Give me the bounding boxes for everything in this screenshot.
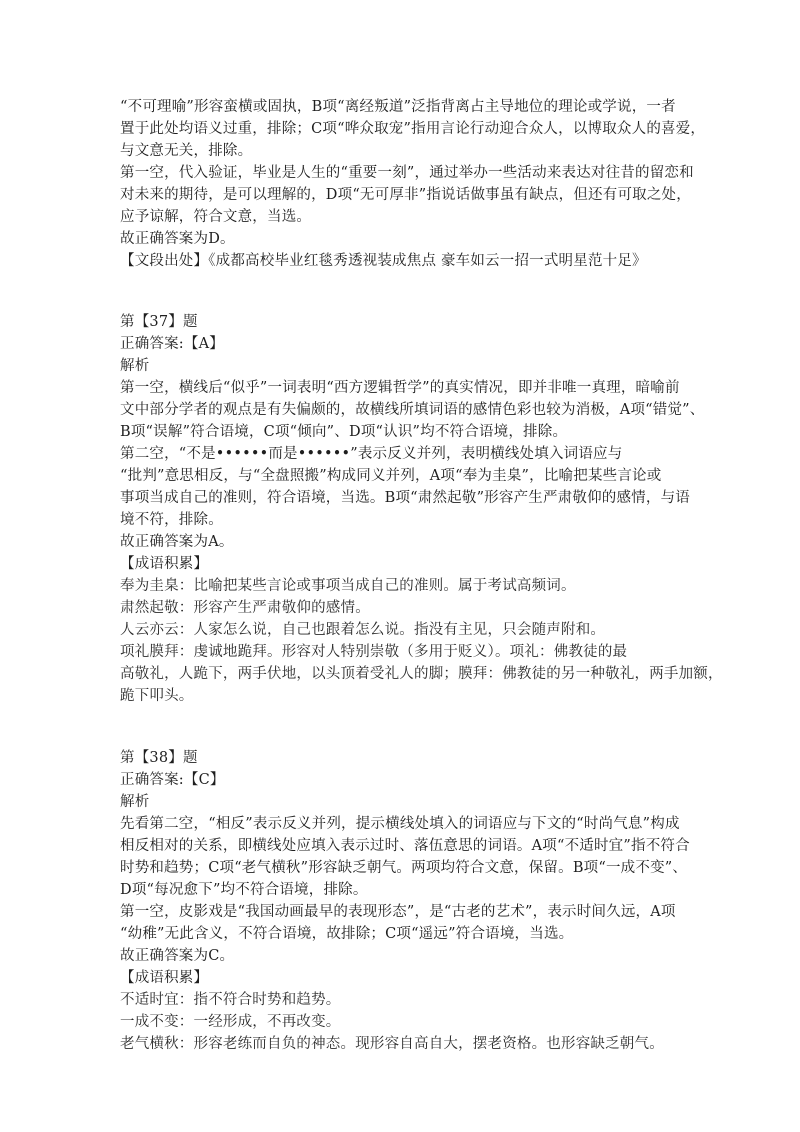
text-line: 第一空，皮影戏是“我国动画最早的表现形态”，是“古老的艺术”，表示时间久远，A项 [120,904,676,920]
text-line: 境不符，排除。 [120,512,223,528]
vocab-entry: 人云亦云：人家怎么说，自己也跟着怎么说。指没有主见，只会随声附和。 [120,622,606,638]
answer-conclusion: 故正确答案为D。 [120,231,235,247]
text-line: 置于此处均语义过重，排除；C项“哗众取宠”指用言论行动迎合众人，以博取众人的喜爱， [120,121,706,137]
text-line: 第一空，代入验证，毕业是人生的“重要一刻”，通过举办一些活动来表达对往昔的留恋和 [120,165,694,181]
answer-conclusion: 故正确答案为C。 [120,948,235,964]
text-line: 应予谅解，符合文意，当选。 [120,209,312,225]
correct-answer: 正确答案:【A】 [120,336,224,352]
text-line: 对未来的期待，是可以理解的，D项“无可厚非”指说话做事虽有缺点，但还有可取之处， [120,187,691,203]
vocab-title: 【成语积累】 [120,970,209,986]
text-line: “幼稚”无此含义，不符合语境，故排除；C项“遥远”符合语境，当选。 [120,926,574,942]
text-line: “不可理喻”形容蛮横或固执，B项“离经叛道”泛指背离占主导地位的理论或学说，一者 [120,99,676,115]
text-line: 与文意无关，排除。 [120,143,253,159]
vocab-entry: 跪下叩头。 [120,688,194,704]
vocab-entry: 高敬礼，人跪下，两手伏地，以头顶着受礼人的脚；膜拜：佛教徒的另一种敬礼，两手加额， [120,666,723,682]
analysis-label: 解析 [120,358,150,374]
text-line: B项“误解”符合语境，C项“倾向”、D项“认识”均不符合语境，排除。 [120,424,568,440]
question-title: 第【37】题 [120,314,198,330]
vocab-entry: 项礼膜拜：虔诚地跪拜。形容对人特别崇敬（多用于贬义）。项礼：佛教徒的最 [120,644,628,660]
vocab-entry: 奉为圭臬：比喻把某些言论或事项当成自己的准则。属于考试高频词。 [120,578,576,594]
text-line: 第二空，“不是••••••而是••••••”表示反义并列，表明横线处填入词语应与 [120,446,623,462]
vocab-entry: 肃然起敬：形容产生严肃敬仰的感情。 [120,600,370,616]
text-line: 相反相对的关系，即横线处应填入表示过时、落伍意思的词语。A项“不适时宜”指不符合 [120,838,690,854]
vocab-entry: 老气横秋：形容老练而自负的神态。现形容自高自大，摆老资格。也形容缺乏朝气。 [120,1036,664,1052]
answer-conclusion: 故正确答案为A。 [120,534,234,550]
correct-answer: 正确答案:【C】 [120,772,225,788]
vocab-entry: 一成不变：一经形成，不再改变。 [120,1014,341,1030]
text-line: 事项当成自己的准则，符合语境，当选。B项“肃然起敬”形容产生严肃敬仰的感情，与语 [120,490,690,506]
text-line: 时势和趋势；C项“老气横秋”形容缺乏朝气。两项均符合文意，保留。B项“一成不变”、 [120,860,688,876]
text-line: “批判”意思相反，与“全盘照搬”构成同义并列，A项“奉为圭臬”，比喻把某些言论或 [120,468,662,484]
text-line: 文中部分学者的观点是有失偏颇的，故横线所填词语的感情色彩也较为消极，A项“错觉”、 [120,402,705,418]
source-citation: 【文段出处】《成都高校毕业红毯秀透视装成焦点 豪车如云一招一式明星范十足》 [120,253,647,269]
analysis-label: 解析 [120,794,150,810]
text-line: D项“每况愈下”均不符合语境，排除。 [120,882,368,898]
vocab-entry: 不适时宜：指不符合时势和趋势。 [120,992,341,1008]
question-title: 第【38】题 [120,750,198,766]
text-line: 先看第二空，“相反”表示反义并列，提示横线处填入的词语应与下文的“时尚气息”构成 [120,816,680,832]
text-line: 第一空，横线后“似乎”一词表明“西方逻辑哲学”的真实情况，即并非唯一真理，暗喻前 [120,380,680,396]
vocab-title: 【成语积累】 [120,556,209,572]
